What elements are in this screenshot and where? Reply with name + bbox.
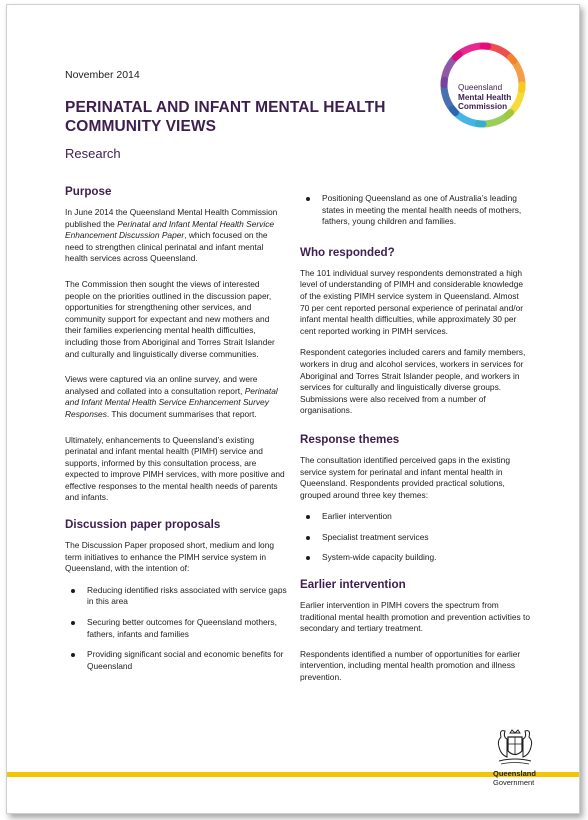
earlier-paragraph-1: Earlier intervention in PIMH covers the spectrum from traditional mental health promotion and prevention activities to secondary and tertiary treatment.: [300, 600, 530, 634]
list-item: Securing better outcomes for Queensland mothers, fathers, infants and families: [65, 617, 287, 640]
proposals-heading: Discussion paper proposals: [65, 518, 221, 532]
who-paragraph-2: Respondent categories included carers and family members, workers in drug and alcohol services, workers in services for Aboriginal and Torres Strait Islander people, and workers in services for culturally and linguistically diverse groups. Submissions were also received from a number of organisations.: [300, 347, 526, 416]
discussion-paper-title: Perinatal and Infant Mental Health Service Enhancement Discussion Paper: [65, 218, 275, 241]
who-responded-heading: Who responded?: [300, 245, 395, 259]
proposals-intro: The Discussion Paper proposed short, medium and long term initiatives to enhance the PIMH service system in Queensland, with the intention of:: [65, 540, 275, 574]
government-wordmark: [493, 770, 553, 787]
response-themes-heading: Response themes: [300, 432, 400, 446]
purpose-paragraph-1: [65, 207, 287, 265]
list-item: Providing significant social and economic benefits for Queensland: [65, 649, 287, 672]
purpose-p3-text-end: . This document summarises that report.: [106, 408, 257, 419]
list-item: Reducing identified risks associated with service gaps in this area: [65, 585, 287, 608]
commission-logo-text: [458, 83, 518, 112]
earlier-paragraph-2: Respondents identified a number of opportunities for earlier intervention, including mental health promotion and illness prevention.: [300, 648, 521, 683]
purpose-paragraph-4: Ultimately, enhancements to Queensland’s existing perinatal and infant mental health (PIMH) service and supports, informed by this consultation process, are expected to improve PIMH services, with more positive and effective responses to the mental health needs of parents and infants.: [65, 434, 285, 503]
queensland-crest-icon: [493, 727, 537, 767]
page-subtitle: Research: [65, 146, 121, 161]
purpose-paragraph-2: The Commission then sought the views of interested people on the priorities outlined in the discussion paper, opportunities for strengthening other services, and community support for expectant and new mothers and their families experiencing mental health difficulties, including those from Aboriginal and Torres Strait Islander and culturally and linguistically diverse communities.: [65, 278, 275, 359]
left-column: [65, 185, 287, 684]
logo-ring-segment: [455, 46, 487, 57]
document-page: [6, 4, 580, 814]
survey-report-title: Perinatal and Infant Mental Health Service Enhancement Survey Responses: [65, 385, 278, 419]
proposals-list-continued: [300, 193, 530, 228]
list-item: Specialist treatment services: [300, 532, 530, 544]
right-column: [300, 193, 530, 698]
themes-intro: The consultation identified perceived gaps in the existing service system for perinatal and infant mental health in Queensland. Respondents provided practical solutions, grouped around three key themes:: [300, 454, 510, 500]
page-title: PERINATAL AND INFANT MENTAL HEALTH COMMUNITY VIEWS: [65, 99, 386, 135]
list-item: System-wide capacity building.: [300, 552, 530, 564]
purpose-p3-text: Views were captured via an online survey, and were analysed and collated into a consultation report,: [65, 374, 258, 396]
logo-line-2: Mental Health: [458, 92, 512, 102]
earlier-intervention-heading: Earlier intervention: [300, 578, 406, 592]
purpose-paragraph-3: [65, 374, 287, 420]
purpose-p1-text: In June 2014 the Queensland Mental Health Commission published the: [65, 207, 278, 229]
proposals-list: [65, 585, 287, 673]
themes-list: [300, 511, 530, 564]
list-item: Positioning Queensland as one of Australia’s leading states in meeting the mental health needs of mothers, fathers, young children and families.: [300, 193, 530, 228]
who-paragraph-1: The 101 individual survey respondents demonstrated a high level of understanding of PIMH and considerable knowledge of the existing PIMH service system in Queensland. Almost 70 per cent reported personal experience of perinatal and/or infant mental health difficulties, while approximately 30 per cent reported working in PIMH services.: [300, 267, 524, 336]
govt-line-2: Government: [493, 777, 535, 787]
purpose-heading: Purpose: [65, 185, 112, 198]
document-date: November 2014: [65, 69, 140, 81]
purpose-p1-text-end: , which focused on the need to strengthen clinical perinatal and infant mental health services across Queensland.: [65, 230, 268, 264]
logo-line-3: Commission: [458, 102, 508, 111]
list-item: Earlier intervention: [300, 511, 530, 523]
logo-line-1: Queensland: [458, 83, 503, 92]
govt-line-1: Queensland: [493, 769, 536, 778]
